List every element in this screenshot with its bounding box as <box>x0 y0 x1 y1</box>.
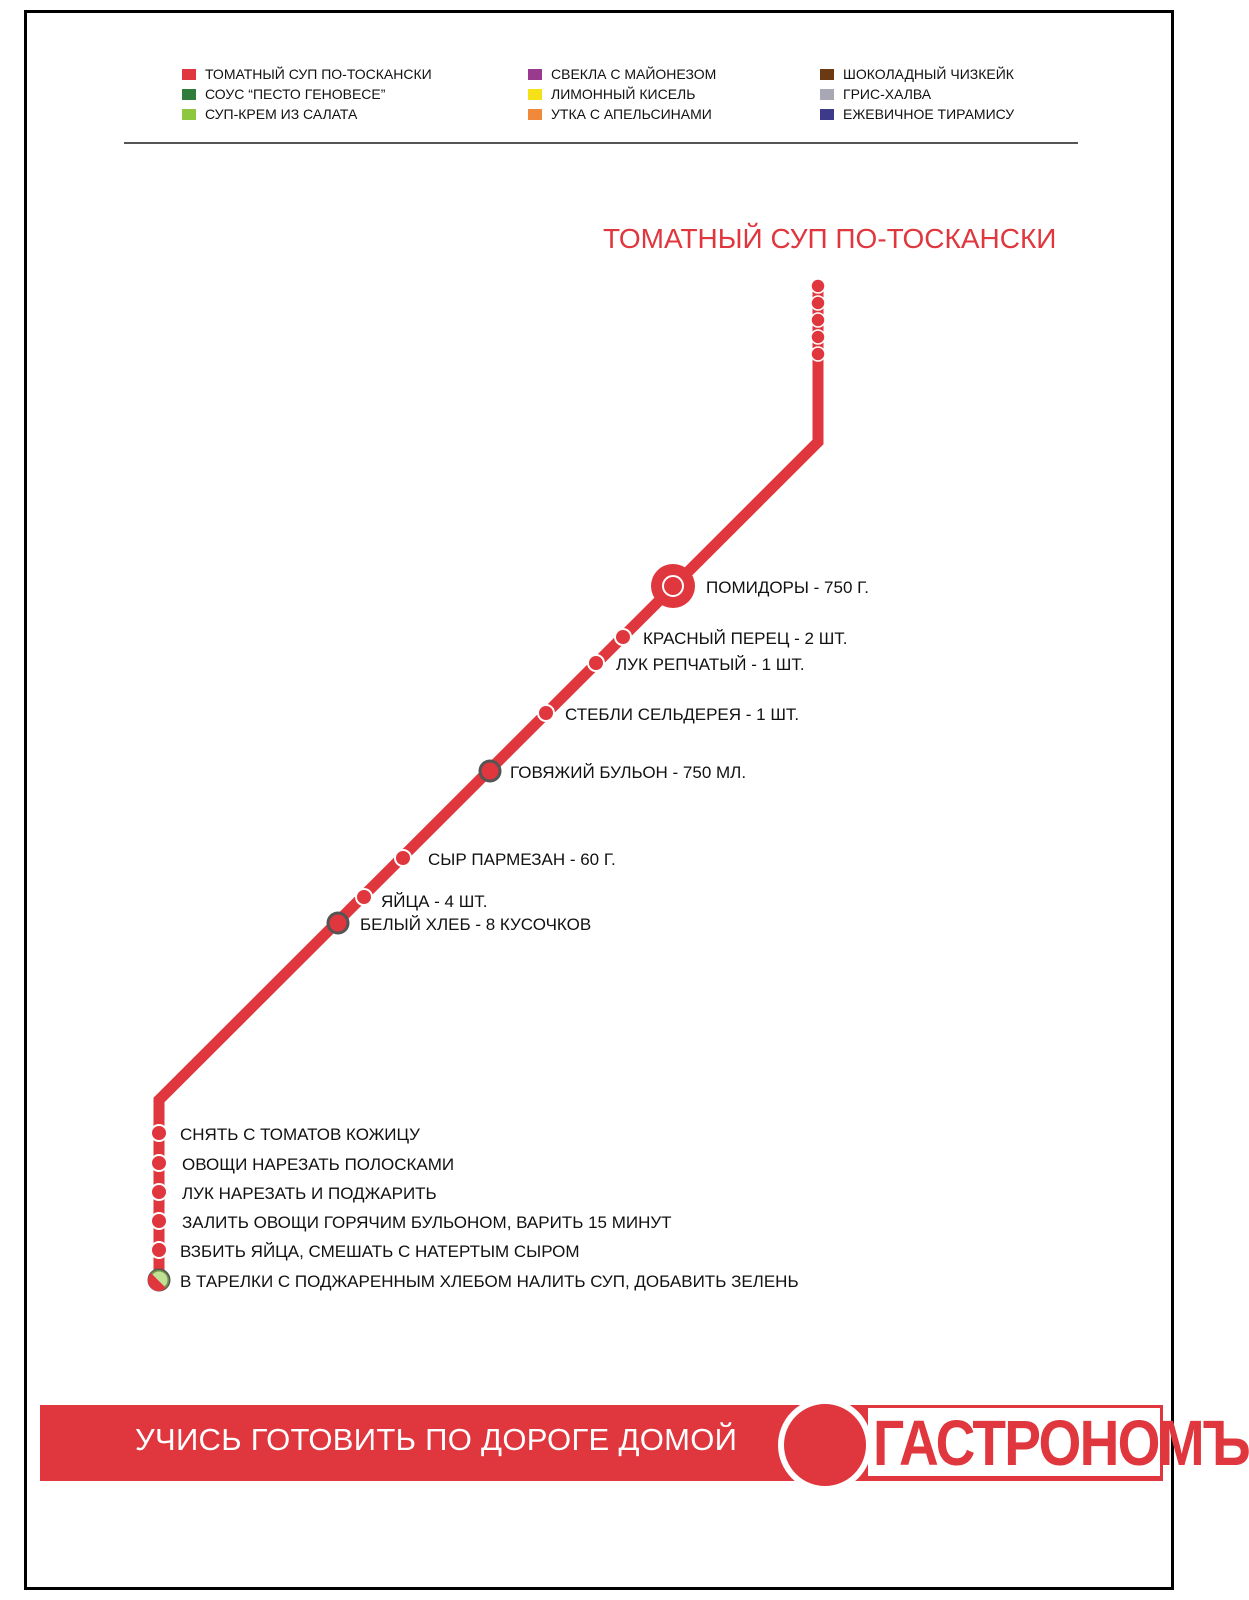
stop-marker <box>151 1125 167 1141</box>
stop-marker <box>811 347 825 361</box>
stop-marker <box>151 1213 167 1229</box>
brand-logo-wordmark: ГАСТРОНОМЪ <box>873 1407 1249 1479</box>
legend-item-gris-halva: ГРИС-ХАЛВА <box>820 86 931 102</box>
step-serve <box>148 1270 799 1291</box>
stop-marker <box>811 313 825 327</box>
station-label: СТЕБЛИ СЕЛЬДЕРЕЯ - 1 ШТ. <box>565 705 800 724</box>
legend-item-tomato-soup: ТОМАТНЫЙ СУП ПО-ТОСКАНСКИ <box>182 66 432 82</box>
legend-item-cheesecake: ШОКОЛАДНЫЙ ЧИЗКЕЙК <box>820 66 1014 82</box>
stop-marker <box>588 655 604 671</box>
step-slice-vegetables <box>151 1155 454 1174</box>
legend-item-tiramisu: ЕЖЕВИЧНОЕ ТИРАМИСУ <box>820 106 1014 122</box>
footer-slogan: УЧИСЬ ГОТОВИТЬ ПО ДОРОГЕ ДОМОЙ <box>135 1422 738 1457</box>
station-label: КРАСНЫЙ ПЕРЕЦ - 2 ШТ. <box>643 629 848 648</box>
stop-marker <box>538 705 554 721</box>
station-red-pepper <box>615 629 848 648</box>
station-tomatoes <box>651 564 869 608</box>
step-label: ВЗБИТЬ ЯЙЦА, СМЕШАТЬ С НАТЕРТЫМ СЫРОМ <box>180 1242 580 1261</box>
station-onion <box>588 655 805 674</box>
step-label: В ТАРЕЛКИ С ПОДЖАРЕННЫМ ХЛЕБОМ НАЛИТЬ СУП, ДОБАВИТЬ ЗЕЛЕНЬ <box>180 1272 799 1291</box>
station-label: ГОВЯЖИЙ БУЛЬОН - 750 МЛ. <box>510 763 747 782</box>
station-eggs <box>356 889 488 911</box>
step-label: ЛУК НАРЕЗАТЬ И ПОДЖАРИТЬ <box>182 1184 437 1203</box>
station-label: СЫР ПАРМЕЗАН - 60 Г. <box>428 850 616 869</box>
station-label: ЯЙЦА - 4 ШТ. <box>381 892 488 911</box>
station-celery <box>538 705 799 724</box>
top-stub-stops <box>811 279 825 361</box>
step-fry-onion <box>151 1184 437 1203</box>
transfer-marker <box>480 761 500 781</box>
legend-item-lemon-kissel: ЛИМОННЫЙ КИСЕЛЬ <box>528 86 695 102</box>
brand-logo-circle <box>778 1398 872 1492</box>
station-label: ЛУК РЕПЧАТЫЙ - 1 ШТ. <box>616 655 805 674</box>
stop-marker <box>811 330 825 344</box>
station-label: БЕЛЫЙ ХЛЕБ - 8 КУСОЧКОВ <box>360 915 592 934</box>
stop-marker <box>615 629 631 645</box>
hub-ring <box>663 576 683 596</box>
legend-item-salad-cream-soup: СУП-КРЕМ ИЗ САЛАТА <box>182 106 357 122</box>
line-title: ТОМАТНЫЙ СУП ПО-ТОСКАНСКИ <box>603 223 1057 254</box>
station-beef-broth <box>480 761 746 782</box>
stop-marker <box>811 279 825 293</box>
step-label: СНЯТЬ С ТОМАТОВ КОЖИЦУ <box>180 1125 420 1144</box>
legend-item-pesto: СОУС “ПЕСТО ГЕНОВЕСЕ” <box>182 86 385 102</box>
stop-marker <box>395 850 411 866</box>
legend-item-beet: СВЕКЛА С МАЙОНЕЗОМ <box>528 66 716 82</box>
stop-marker <box>811 296 825 310</box>
step-beat-eggs <box>151 1242 580 1261</box>
step-label: ОВОЩИ НАРЕЗАТЬ ПОЛОСКАМИ <box>182 1155 455 1174</box>
station-label: ПОМИДОРЫ - 750 Г. <box>706 578 869 597</box>
legend-item-duck-orange: УТКА С АПЕЛЬСИНАМИ <box>528 106 712 122</box>
step-boil-broth <box>151 1213 672 1232</box>
station-white-bread <box>328 913 591 934</box>
stop-marker <box>151 1242 167 1258</box>
stop-marker <box>151 1184 167 1200</box>
station-parmesan <box>395 850 616 869</box>
step-peel-tomatoes <box>151 1125 420 1144</box>
stop-marker <box>151 1155 167 1171</box>
step-label: ЗАЛИТЬ ОВОЩИ ГОРЯЧИМ БУЛЬОНОМ, ВАРИТЬ 15 МИНУТ <box>182 1213 672 1232</box>
stop-marker <box>356 889 372 905</box>
transfer-marker <box>328 913 348 933</box>
